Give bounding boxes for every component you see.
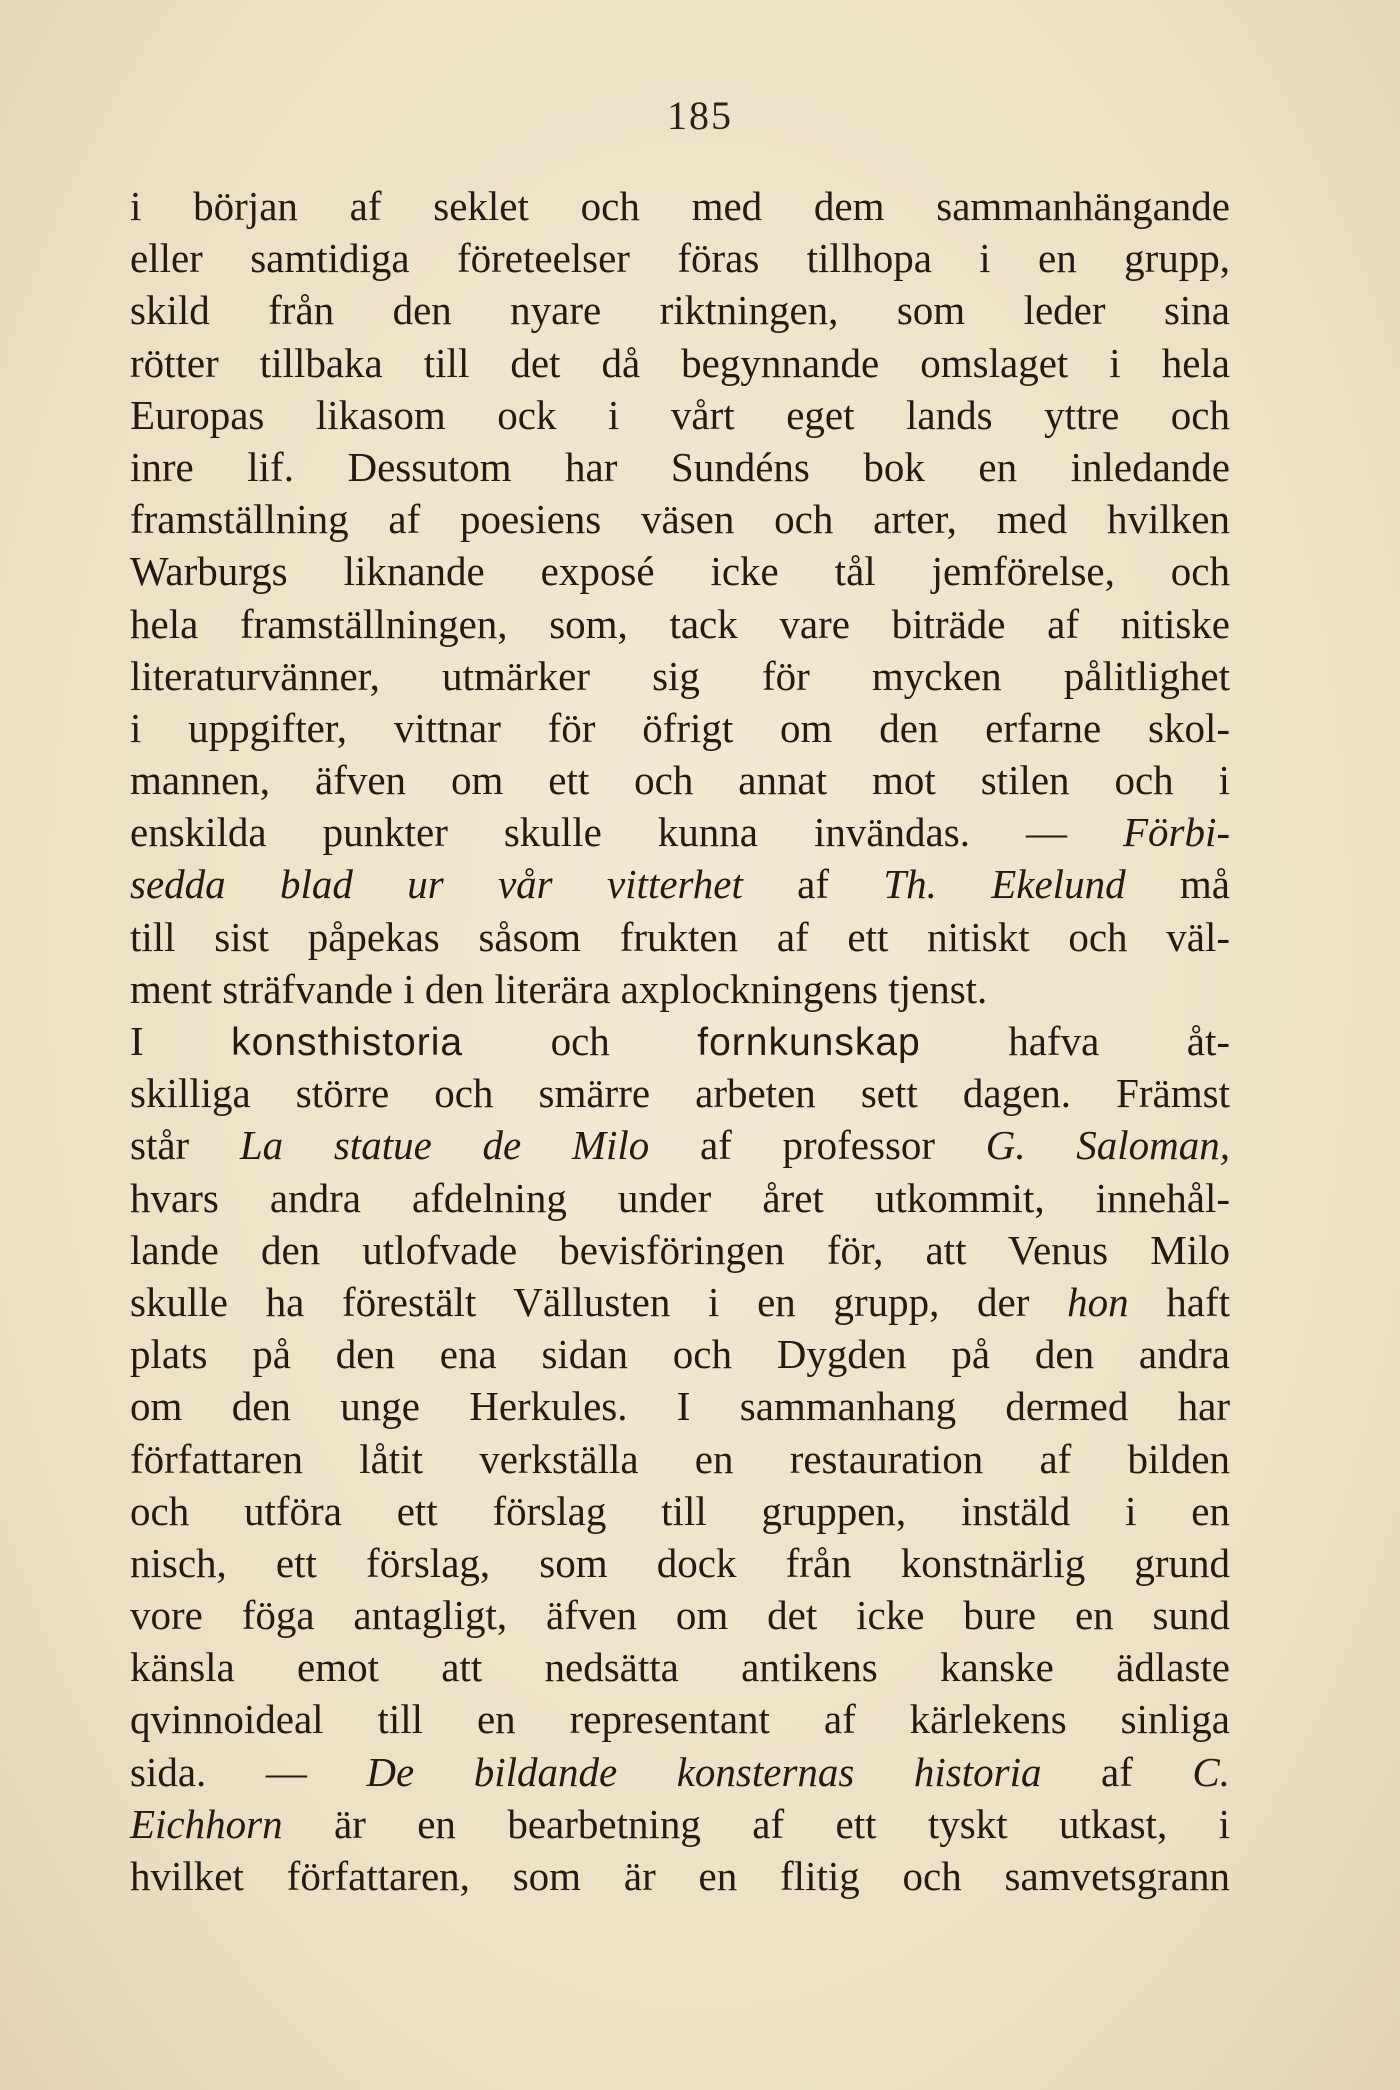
text-line: qvinnoideal till en representant af kärlekens sinliga	[130, 1696, 1230, 1743]
text-segment: må	[1125, 861, 1230, 908]
text-segment: och	[463, 1018, 698, 1064]
text-line	[130, 858, 1230, 910]
text-segment: står	[130, 1122, 240, 1169]
text-line: i uppgifter, vittnar för öfrigt om den erfarne skol-	[130, 704, 1230, 751]
text-line: literaturvänner, utmärker sig för mycken pålitlighet	[130, 652, 1230, 699]
text-line: plats på den ena sidan och Dygden på den andra	[130, 1331, 1230, 1378]
text-segment: af professor	[649, 1122, 986, 1169]
text-line: känsla emot att nedsätta antikens kanske ädlaste	[130, 1644, 1230, 1691]
text-line: skild från den nyare riktningen, som leder sina	[130, 287, 1230, 334]
italic-word: hon	[1067, 1278, 1129, 1325]
italic-title: Förbi-	[1122, 809, 1230, 856]
text-line	[130, 806, 1230, 858]
text-line: lande den utlofvade bevisföringen för, att Venus Milo	[130, 1226, 1230, 1273]
text-line: vore föga antagligt, äfven om det icke bure en sund	[130, 1592, 1230, 1639]
text-line: framställning af poesiens väsen och arter, med hvilken	[130, 496, 1230, 543]
text-line	[130, 1119, 1230, 1171]
body-text	[130, 180, 1230, 1902]
text-line: och utföra ett förslag till gruppen, instäld i en	[130, 1487, 1230, 1534]
italic-author: Eichhorn	[130, 1800, 283, 1847]
text-line: till sist påpekas såsom frukten af ett nitiskt och väl-	[130, 913, 1230, 960]
text-line: hvars andra afdelning under året utkommit, innehål-	[130, 1174, 1230, 1221]
text-segment: af	[742, 861, 884, 908]
text-segment: hafva åt-	[920, 1018, 1231, 1064]
italic-author: Th. Ekelund	[883, 861, 1126, 908]
text-line	[130, 1746, 1230, 1798]
text-segment: haft	[1128, 1278, 1230, 1325]
text-line: mannen, äfven om ett och annat mot stilen och i	[130, 757, 1230, 804]
text-line: Europas likasom ock i vårt eget lands yttre och	[130, 391, 1230, 438]
italic-author: C.	[1192, 1748, 1231, 1795]
text-line: Warburgs liknande exposé icke tål jemförelse, och	[130, 548, 1230, 595]
text-line: ment sträfvande i den literära axplockningens tjenst.	[130, 965, 988, 1012]
text-line	[130, 1798, 1230, 1850]
text-line	[130, 1276, 1230, 1328]
italic-title: De bildande konsternas historia	[366, 1748, 1042, 1795]
text-segment: I	[130, 1018, 232, 1064]
text-segment: sida. —	[130, 1748, 367, 1795]
text-line: skilliga större och smärre arbeten sett dagen. Främst	[130, 1070, 1230, 1117]
text-line: eller samtidiga företeelser föras tillhopa i en grupp,	[130, 235, 1230, 282]
page-number: 185	[667, 93, 733, 138]
text-line: inre lif. Dessutom har Sundéns bok en inledande	[130, 443, 1230, 490]
text-line: författaren låtit verkställa en restauration af bilden	[130, 1435, 1230, 1482]
text-line: hvilket författaren, som är en flitig och samvetsgrann	[130, 1853, 1230, 1899]
text-line: rötter tillbaka till det då begynnande omslaget i hela	[130, 339, 1230, 386]
italic-author: G. Saloman,	[985, 1122, 1231, 1169]
spaced-keyword: fornkunskap	[697, 1021, 921, 1064]
text-line: hela framställningen, som, tack vare biträde af nitiske	[130, 600, 1230, 647]
italic-title: La statue de Milo	[239, 1122, 650, 1169]
text-segment: skulle ha förestält Vällusten i en grupp, der	[130, 1278, 1068, 1325]
text-segment: enskilda punkter skulle kunna invändas. —	[130, 809, 1123, 856]
text-segment: är en bearbetning af ett tyskt utkast, i	[282, 1800, 1230, 1847]
text-line: i början af seklet och med dem sammanhängande	[130, 183, 1230, 229]
text-line: om den unge Herkules. I sammanhang dermed har	[130, 1383, 1230, 1430]
text-line	[130, 1015, 1230, 1067]
italic-title: sedda blad ur vår vitterhet	[130, 861, 743, 908]
text-line: nisch, ett förslag, som dock från konstnärlig grund	[130, 1539, 1230, 1586]
spaced-keyword: konsthistoria	[231, 1021, 464, 1064]
text-segment: af	[1041, 1748, 1193, 1795]
